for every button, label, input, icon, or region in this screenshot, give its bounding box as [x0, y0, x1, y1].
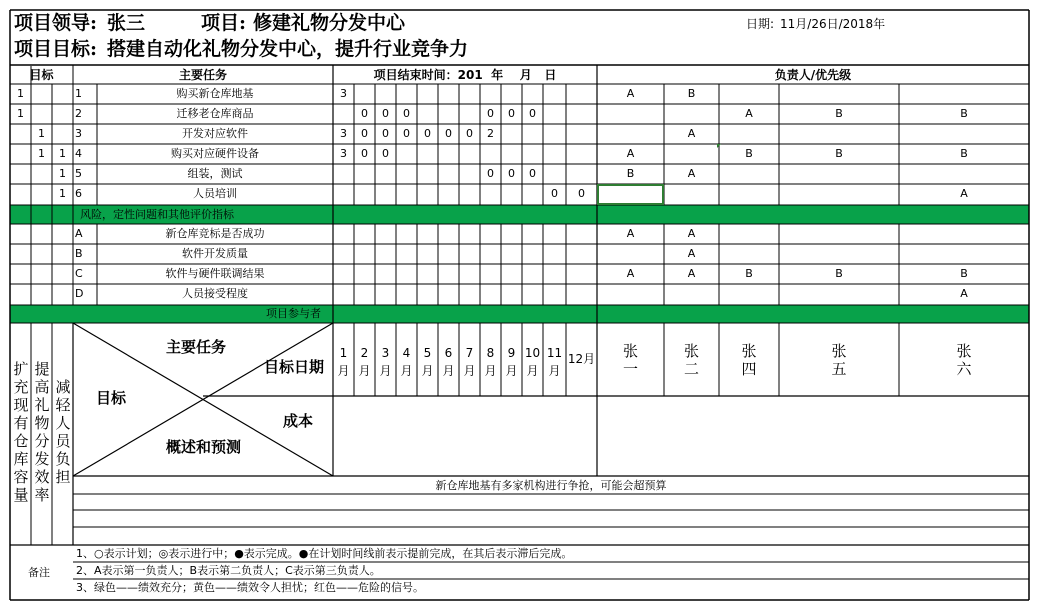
timeline-mark: 0 [445, 127, 452, 140]
month-label: 3 月 [379, 346, 392, 378]
timeline-mark: 0 [508, 107, 515, 120]
diagram-left-label: 目标 [96, 389, 127, 407]
timeline-mark: 3 [340, 127, 347, 140]
owner-priority: B [960, 107, 968, 120]
diagram-date-label: 目标日期 [264, 358, 325, 376]
owner-priority: A [687, 127, 696, 140]
comment-marker [717, 144, 721, 148]
owner-priority: A [745, 107, 753, 120]
month-label: 10 月 [524, 346, 541, 378]
owner-priority: B [960, 267, 968, 280]
timeline-mark: 0 [361, 127, 368, 140]
owner-priority: A [626, 267, 635, 280]
timeline-column-header: 项目结束时间：201 年 月 日 [373, 68, 557, 82]
month-label: 5 月 [421, 346, 434, 378]
timeline-mark: 0 [382, 127, 389, 140]
owner-priority: A [960, 287, 968, 300]
goal-vertical-2: 提高礼物分发效率 [34, 360, 50, 504]
owner-priority: B [745, 147, 753, 160]
task-number: 1 [75, 87, 82, 100]
timeline-mark: 0 [551, 187, 558, 200]
participants-label: 项目参与者 [266, 307, 321, 320]
owner-priority: A [960, 187, 968, 200]
month-label: 8 月 [484, 346, 497, 378]
task-name: 人员培训 [193, 187, 237, 200]
timeline-mark: 0 [529, 167, 536, 180]
risk-label: D [75, 287, 84, 300]
month-label: 6 月 [442, 346, 455, 378]
owner-priority: A [687, 167, 696, 180]
timeline-mark: 0 [424, 127, 431, 140]
task-name: 组装，测试 [187, 167, 243, 180]
timeline-mark: 2 [487, 127, 494, 140]
risk-label: A [75, 227, 83, 240]
owner-priority: B [835, 107, 843, 120]
timeline-mark: 0 [508, 167, 515, 180]
project-name: 修建礼物分发中心 [253, 12, 406, 34]
goal-mark: 1 [59, 187, 66, 200]
timeline-mark: 0 [403, 107, 410, 120]
timeline-mark: 3 [340, 87, 347, 100]
participant-name: 张 六 [956, 342, 972, 378]
task-name: 迁移老仓库商品 [176, 107, 254, 120]
timeline-mark: 0 [487, 167, 494, 180]
task-number: 6 [75, 187, 82, 200]
timeline-mark: 0 [529, 107, 536, 120]
timeline-mark: 0 [466, 127, 473, 140]
timeline-mark: 0 [361, 107, 368, 120]
task-number: 2 [75, 107, 82, 120]
participant-name: 张 一 [622, 342, 638, 378]
timeline-mark: 0 [382, 107, 389, 120]
owner-priority: A [626, 147, 635, 160]
diagram-right-label: 成本 [283, 412, 314, 430]
goal-mark: 1 [17, 107, 24, 120]
risk-header-label: 风险，定性问题和其他评价指标 [80, 208, 234, 221]
owners-column-header: 负责人/优先级 [774, 68, 852, 82]
task-number: 3 [75, 127, 82, 140]
participant-name: 张 二 [683, 342, 699, 378]
owner-priority: B [835, 147, 843, 160]
participant-name: 张 五 [831, 342, 847, 378]
participant-name: 张 四 [741, 342, 757, 378]
risk-label: C [75, 267, 83, 280]
tasks-column-header: 主要任务 [178, 68, 227, 82]
diagram-bottom-label: 概述和预测 [166, 438, 242, 456]
timeline-mark: 0 [361, 147, 368, 160]
owner-priority: B [626, 167, 635, 180]
task-name: 购买对应硬件设备 [171, 147, 259, 160]
risk-label: B [75, 247, 83, 260]
goal-vertical-1: 扩充现有仓库容量 [13, 360, 29, 504]
goal-mark: 1 [59, 167, 66, 180]
goal-mark: 1 [59, 147, 66, 160]
owner-priority: B [960, 147, 968, 160]
project-label: 项目: [201, 12, 247, 34]
goal-mark: 1 [17, 87, 24, 100]
summary-text: 新仓库地基有多家机构进行争抢，可能会超预算 [435, 479, 667, 492]
owner-priority: A [687, 247, 696, 260]
date-label: 日期: [746, 17, 775, 31]
note-1: 1、○表示计划；◎表示进行中；●表示完成。●在计划时间线前表示提前完成，在其后表示滞后完成。 [76, 547, 573, 560]
month-label: 2 月 [358, 346, 371, 378]
month-label: 4 月 [400, 346, 413, 378]
timeline-mark: 0 [382, 147, 389, 160]
timeline-mark: 0 [403, 127, 410, 140]
month-label: 11 月 [546, 346, 563, 378]
month-label: 12月 [567, 352, 596, 366]
task-name: 开发对应软件 [182, 127, 248, 140]
owner-priority: A [687, 227, 696, 240]
task-name: 购买新仓库地基 [176, 87, 254, 100]
leader-name: 张三 [107, 12, 146, 34]
owner-priority: B [687, 87, 696, 100]
timeline-mark: 3 [340, 147, 347, 160]
task-number: 5 [75, 167, 82, 180]
timeline-mark: 0 [487, 107, 494, 120]
month-label: 7 月 [463, 346, 476, 378]
month-label: 1 月 [337, 346, 350, 378]
goals-column-header: 目标 [29, 68, 54, 82]
leader-label: 项目领导: [14, 12, 98, 34]
goal-label: 项目目标: [14, 38, 98, 60]
risk-name: 软件开发质量 [182, 247, 248, 260]
goal-mark: 1 [38, 147, 45, 160]
goal-mark: 1 [38, 127, 45, 140]
month-label: 9 月 [505, 346, 518, 378]
date-value: 11月/26日/2018年 [780, 17, 886, 31]
goal-text: 搭建自动化礼物分发中心，提升行业竞争力 [107, 38, 469, 60]
owner-priority: A [626, 227, 635, 240]
timeline-mark: 0 [578, 187, 585, 200]
owner-priority: A [626, 87, 635, 100]
risk-name: 人员接受程度 [182, 287, 248, 300]
owner-priority: B [745, 267, 753, 280]
notes-label: 备注 [28, 566, 50, 579]
risk-name: 新仓库竞标是否成功 [165, 227, 265, 240]
risk-name: 软件与硬件联调结果 [165, 267, 265, 280]
note-3: 3、绿色——绩效充分；黄色——绩效令人担忧；红色——危险的信号。 [76, 581, 424, 594]
task-number: 4 [75, 147, 82, 160]
owner-priority: B [835, 267, 843, 280]
selected-cell[interactable] [597, 184, 664, 205]
note-2: 2、A表示第一负责人；B表示第二负责人；C表示第三负责人。 [76, 564, 381, 577]
diagram-top-label: 主要任务 [166, 338, 227, 356]
goal-vertical-3: 减轻人员负担 [55, 378, 71, 486]
owner-priority: A [687, 267, 696, 280]
